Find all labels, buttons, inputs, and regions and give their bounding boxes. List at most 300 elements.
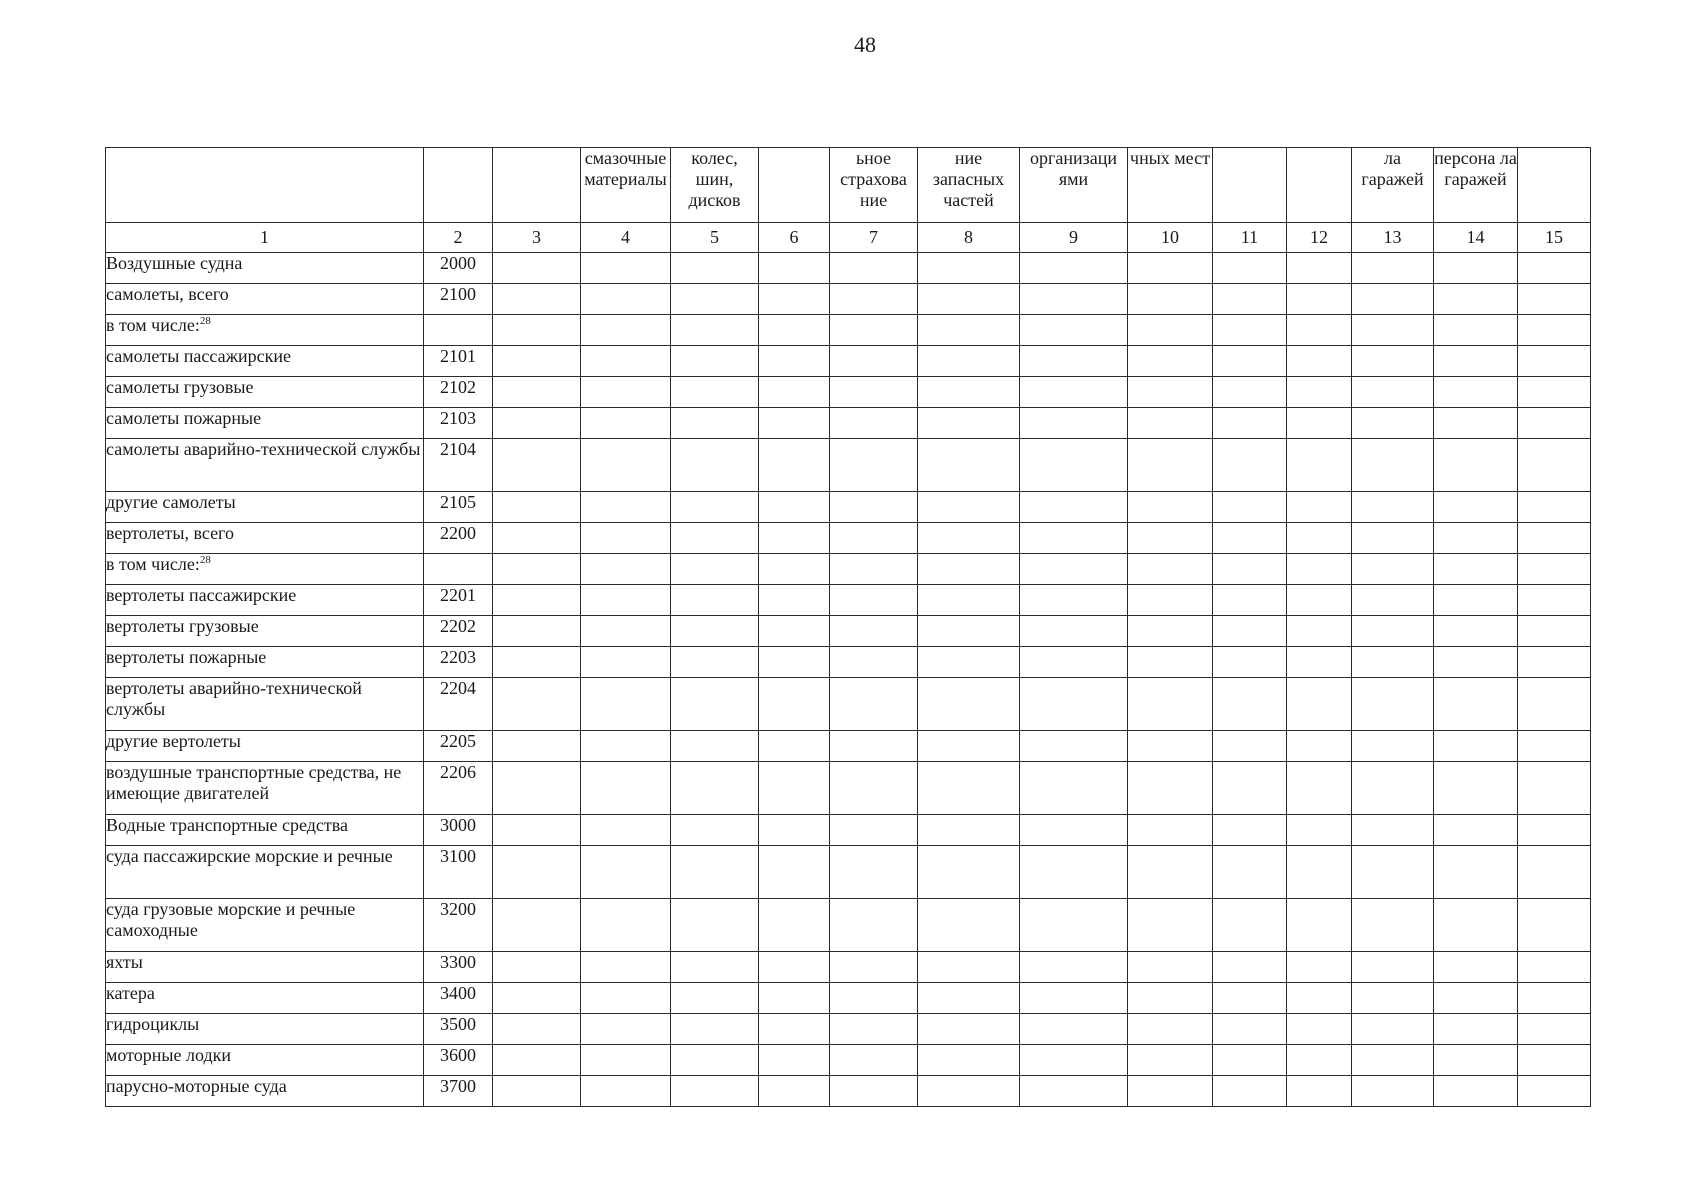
row-label xyxy=(106,1014,424,1045)
empty-cell xyxy=(1020,899,1128,952)
empty-cell xyxy=(1128,1045,1213,1076)
table-row xyxy=(106,377,1591,408)
empty-cell xyxy=(1287,408,1352,439)
empty-cell xyxy=(493,616,581,647)
empty-cell xyxy=(493,492,581,523)
row-code: 2202 xyxy=(424,616,493,647)
header-cell xyxy=(1287,148,1352,223)
row-label-text: самолеты пожарные xyxy=(106,408,262,428)
table-row xyxy=(106,846,1591,899)
empty-cell xyxy=(671,1045,759,1076)
column-number: 7 xyxy=(830,223,918,253)
row-code xyxy=(424,554,493,585)
empty-cell xyxy=(830,315,918,346)
empty-cell xyxy=(671,846,759,899)
empty-cell xyxy=(1213,762,1287,815)
empty-cell xyxy=(1518,346,1591,377)
row-label xyxy=(106,952,424,983)
empty-cell xyxy=(1020,253,1128,284)
empty-cell xyxy=(1213,284,1287,315)
empty-cell xyxy=(1287,1045,1352,1076)
empty-cell xyxy=(759,983,830,1014)
column-number: 11 xyxy=(1213,223,1287,253)
empty-cell xyxy=(493,952,581,983)
page-number: 48 xyxy=(854,32,876,57)
table-row xyxy=(106,1076,1591,1107)
row-label-text: другие самолеты xyxy=(106,492,236,512)
empty-cell xyxy=(581,1014,671,1045)
empty-cell xyxy=(1213,439,1287,492)
empty-cell xyxy=(671,762,759,815)
empty-cell xyxy=(493,523,581,554)
empty-cell xyxy=(918,1076,1020,1107)
empty-cell xyxy=(1434,616,1518,647)
column-number: 12 xyxy=(1287,223,1352,253)
empty-cell xyxy=(581,585,671,616)
empty-cell xyxy=(1287,492,1352,523)
empty-cell xyxy=(1352,315,1434,346)
empty-cell xyxy=(759,762,830,815)
empty-cell xyxy=(493,554,581,585)
row-code: 3500 xyxy=(424,1014,493,1045)
column-number: 13 xyxy=(1352,223,1434,253)
empty-cell xyxy=(581,1076,671,1107)
empty-cell xyxy=(493,284,581,315)
empty-cell xyxy=(671,315,759,346)
empty-cell xyxy=(493,253,581,284)
empty-cell xyxy=(918,952,1020,983)
empty-cell xyxy=(830,678,918,731)
empty-cell xyxy=(1020,1045,1128,1076)
empty-cell xyxy=(1128,439,1213,492)
empty-cell xyxy=(759,731,830,762)
empty-cell xyxy=(1287,439,1352,492)
empty-cell xyxy=(1213,554,1287,585)
row-label-text: другие вертолеты xyxy=(106,731,241,751)
empty-cell xyxy=(918,1045,1020,1076)
empty-cell xyxy=(759,1076,830,1107)
empty-cell xyxy=(1352,585,1434,616)
empty-cell xyxy=(1352,952,1434,983)
row-label-text: самолеты пассажирские xyxy=(106,346,292,366)
empty-cell xyxy=(1518,1045,1591,1076)
empty-cell xyxy=(1518,492,1591,523)
empty-cell xyxy=(671,377,759,408)
table-row xyxy=(106,952,1591,983)
empty-cell xyxy=(1434,647,1518,678)
empty-cell xyxy=(1128,647,1213,678)
table-row xyxy=(106,315,1591,346)
empty-cell xyxy=(918,439,1020,492)
empty-cell xyxy=(1434,731,1518,762)
empty-cell xyxy=(1213,408,1287,439)
empty-cell xyxy=(1352,846,1434,899)
empty-cell xyxy=(1518,1014,1591,1045)
empty-cell xyxy=(1287,678,1352,731)
empty-cell xyxy=(493,846,581,899)
empty-cell xyxy=(1434,678,1518,731)
empty-cell xyxy=(759,554,830,585)
row-code: 3600 xyxy=(424,1045,493,1076)
empty-cell xyxy=(671,815,759,846)
empty-cell xyxy=(1518,952,1591,983)
empty-cell xyxy=(671,952,759,983)
empty-cell xyxy=(1434,253,1518,284)
empty-cell xyxy=(1352,815,1434,846)
empty-cell xyxy=(918,284,1020,315)
header-cell xyxy=(424,148,493,223)
empty-cell xyxy=(1213,253,1287,284)
header-cell xyxy=(759,148,830,223)
empty-cell xyxy=(1287,253,1352,284)
empty-cell xyxy=(1213,1076,1287,1107)
empty-cell xyxy=(1518,377,1591,408)
empty-cell xyxy=(671,408,759,439)
empty-cell xyxy=(1518,284,1591,315)
empty-cell xyxy=(671,731,759,762)
empty-cell xyxy=(1020,554,1128,585)
empty-cell xyxy=(1518,678,1591,731)
empty-cell xyxy=(918,346,1020,377)
column-number: 10 xyxy=(1128,223,1213,253)
empty-cell xyxy=(1128,983,1213,1014)
empty-cell xyxy=(671,647,759,678)
header-cell: колес, шин, дисков xyxy=(671,148,759,223)
table-row xyxy=(106,492,1591,523)
empty-cell xyxy=(918,815,1020,846)
empty-cell xyxy=(759,616,830,647)
row-label-text: яхты xyxy=(106,952,143,972)
table-row xyxy=(106,1014,1591,1045)
empty-cell xyxy=(830,439,918,492)
empty-cell xyxy=(1518,899,1591,952)
empty-cell xyxy=(1213,616,1287,647)
empty-cell xyxy=(1518,731,1591,762)
empty-cell xyxy=(1020,815,1128,846)
row-label xyxy=(106,899,424,952)
empty-cell xyxy=(1352,439,1434,492)
row-label xyxy=(106,678,424,731)
header-cell: ние запасных частей xyxy=(918,148,1020,223)
empty-cell xyxy=(1352,616,1434,647)
empty-cell xyxy=(1213,377,1287,408)
empty-cell xyxy=(830,1076,918,1107)
empty-cell xyxy=(1287,523,1352,554)
row-label xyxy=(106,315,424,346)
empty-cell xyxy=(581,284,671,315)
empty-cell xyxy=(671,439,759,492)
header-cell: ьное страхова ние xyxy=(830,148,918,223)
empty-cell xyxy=(1213,585,1287,616)
header-cell: чных мест xyxy=(1128,148,1213,223)
empty-cell xyxy=(1128,284,1213,315)
empty-cell xyxy=(493,585,581,616)
row-label xyxy=(106,523,424,554)
empty-cell xyxy=(918,377,1020,408)
empty-cell xyxy=(581,762,671,815)
empty-cell xyxy=(1434,1014,1518,1045)
row-code: 2203 xyxy=(424,647,493,678)
empty-cell xyxy=(918,315,1020,346)
empty-cell xyxy=(581,952,671,983)
empty-cell xyxy=(759,492,830,523)
report-table-body xyxy=(106,148,1591,1107)
empty-cell xyxy=(493,1076,581,1107)
empty-cell xyxy=(1287,346,1352,377)
header-row xyxy=(106,148,1591,223)
empty-cell xyxy=(918,678,1020,731)
empty-cell xyxy=(830,284,918,315)
row-label-text: моторные лодки xyxy=(106,1045,231,1065)
empty-cell xyxy=(1518,846,1591,899)
table-row xyxy=(106,439,1591,492)
empty-cell xyxy=(493,815,581,846)
row-label xyxy=(106,731,424,762)
empty-cell xyxy=(918,647,1020,678)
row-label xyxy=(106,647,424,678)
empty-cell xyxy=(1213,315,1287,346)
empty-cell xyxy=(493,346,581,377)
empty-cell xyxy=(830,523,918,554)
empty-cell xyxy=(1518,439,1591,492)
empty-cell xyxy=(918,983,1020,1014)
row-code: 3200 xyxy=(424,899,493,952)
empty-cell xyxy=(830,762,918,815)
empty-cell xyxy=(581,346,671,377)
empty-cell xyxy=(1287,377,1352,408)
column-number: 5 xyxy=(671,223,759,253)
empty-cell xyxy=(1213,647,1287,678)
empty-cell xyxy=(581,377,671,408)
empty-cell xyxy=(1518,315,1591,346)
row-label xyxy=(106,616,424,647)
empty-cell xyxy=(759,315,830,346)
row-label-text: воздушные транспортные средства, не имеющие двигателей xyxy=(106,762,402,803)
header-cell: персона ла гаражей xyxy=(1434,148,1518,223)
empty-cell xyxy=(1128,492,1213,523)
empty-cell xyxy=(759,1014,830,1045)
empty-cell xyxy=(1020,585,1128,616)
empty-cell xyxy=(830,1045,918,1076)
empty-cell xyxy=(1287,315,1352,346)
empty-cell xyxy=(1020,647,1128,678)
row-label-text: Водные транспортные средства xyxy=(106,815,349,835)
header-cell xyxy=(493,148,581,223)
row-label-text: Воздушные судна xyxy=(106,253,243,273)
table-row xyxy=(106,899,1591,952)
empty-cell xyxy=(1434,377,1518,408)
empty-cell xyxy=(918,616,1020,647)
empty-cell xyxy=(581,1045,671,1076)
empty-cell xyxy=(1434,952,1518,983)
column-number: 15 xyxy=(1518,223,1591,253)
empty-cell xyxy=(1128,253,1213,284)
column-numbers-row xyxy=(106,223,1591,253)
empty-cell xyxy=(1213,1045,1287,1076)
empty-cell xyxy=(830,1014,918,1045)
header-cell: смазочные материалы xyxy=(581,148,671,223)
row-label-text: парусно-моторные суда xyxy=(106,1076,287,1096)
row-code: 2201 xyxy=(424,585,493,616)
row-label-text: вертолеты пассажирские xyxy=(106,585,297,605)
empty-cell xyxy=(1020,284,1128,315)
empty-cell xyxy=(1128,315,1213,346)
empty-cell xyxy=(1128,678,1213,731)
row-code: 2000 xyxy=(424,253,493,284)
empty-cell xyxy=(581,815,671,846)
empty-cell xyxy=(493,762,581,815)
table-row xyxy=(106,731,1591,762)
row-code: 2104 xyxy=(424,439,493,492)
header-cell xyxy=(1518,148,1591,223)
empty-cell xyxy=(759,815,830,846)
empty-cell xyxy=(1434,585,1518,616)
row-label-text: самолеты аварийно-технической службы xyxy=(106,439,421,459)
empty-cell xyxy=(581,253,671,284)
row-code: 2100 xyxy=(424,284,493,315)
column-number: 8 xyxy=(918,223,1020,253)
column-number: 6 xyxy=(759,223,830,253)
empty-cell xyxy=(918,408,1020,439)
empty-cell xyxy=(1128,377,1213,408)
empty-cell xyxy=(1287,762,1352,815)
empty-cell xyxy=(1352,346,1434,377)
empty-cell xyxy=(1352,983,1434,1014)
row-code: 3300 xyxy=(424,952,493,983)
empty-cell xyxy=(1020,983,1128,1014)
empty-cell xyxy=(1020,523,1128,554)
row-label xyxy=(106,284,424,315)
empty-cell xyxy=(671,253,759,284)
empty-cell xyxy=(759,678,830,731)
empty-cell xyxy=(1434,899,1518,952)
empty-cell xyxy=(493,983,581,1014)
empty-cell xyxy=(830,408,918,439)
row-label-text: в том числе: xyxy=(106,315,200,335)
empty-cell xyxy=(1352,899,1434,952)
row-code: 3000 xyxy=(424,815,493,846)
row-label xyxy=(106,585,424,616)
empty-cell xyxy=(1213,492,1287,523)
empty-cell xyxy=(1128,731,1213,762)
empty-cell xyxy=(1434,346,1518,377)
row-label-text: самолеты грузовые xyxy=(106,377,254,397)
empty-cell xyxy=(1518,554,1591,585)
empty-cell xyxy=(581,492,671,523)
empty-cell xyxy=(1352,492,1434,523)
empty-cell xyxy=(830,846,918,899)
empty-cell xyxy=(493,1045,581,1076)
row-label xyxy=(106,762,424,815)
empty-cell xyxy=(1518,762,1591,815)
row-label xyxy=(106,815,424,846)
empty-cell xyxy=(1020,731,1128,762)
empty-cell xyxy=(1020,346,1128,377)
empty-cell xyxy=(1518,616,1591,647)
row-label-text: вертолеты аварийно-технической службы xyxy=(106,678,362,719)
empty-cell xyxy=(830,899,918,952)
empty-cell xyxy=(1128,616,1213,647)
empty-cell xyxy=(1020,1014,1128,1045)
empty-cell xyxy=(1434,523,1518,554)
empty-cell xyxy=(581,983,671,1014)
empty-cell xyxy=(1020,492,1128,523)
empty-cell xyxy=(671,678,759,731)
empty-cell xyxy=(1287,647,1352,678)
empty-cell xyxy=(1213,952,1287,983)
row-label xyxy=(106,1076,424,1107)
empty-cell xyxy=(671,1014,759,1045)
empty-cell xyxy=(1287,899,1352,952)
table-row xyxy=(106,408,1591,439)
empty-cell xyxy=(1287,554,1352,585)
empty-cell xyxy=(1128,408,1213,439)
empty-cell xyxy=(581,731,671,762)
empty-cell xyxy=(1352,377,1434,408)
empty-cell xyxy=(1213,678,1287,731)
empty-cell xyxy=(1434,492,1518,523)
empty-cell xyxy=(1020,762,1128,815)
column-number: 2 xyxy=(424,223,493,253)
empty-cell xyxy=(1287,585,1352,616)
empty-cell xyxy=(759,346,830,377)
row-label-text: суда грузовые морские и речные самоходные xyxy=(106,899,356,940)
empty-cell xyxy=(1213,1014,1287,1045)
empty-cell xyxy=(493,1014,581,1045)
empty-cell xyxy=(1518,983,1591,1014)
empty-cell xyxy=(830,731,918,762)
empty-cell xyxy=(759,899,830,952)
empty-cell xyxy=(830,585,918,616)
row-code: 2204 xyxy=(424,678,493,731)
table-row xyxy=(106,647,1591,678)
empty-cell xyxy=(759,377,830,408)
empty-cell xyxy=(1518,647,1591,678)
row-label-text: катера xyxy=(106,983,155,1003)
empty-cell xyxy=(830,554,918,585)
empty-cell xyxy=(1352,523,1434,554)
footnote-mark: 28 xyxy=(199,554,211,566)
empty-cell xyxy=(581,523,671,554)
header-cell xyxy=(106,148,424,223)
empty-cell xyxy=(1518,523,1591,554)
table-row xyxy=(106,523,1591,554)
row-label xyxy=(106,408,424,439)
empty-cell xyxy=(830,492,918,523)
table-row xyxy=(106,1045,1591,1076)
empty-cell xyxy=(581,554,671,585)
table-row xyxy=(106,253,1591,284)
empty-cell xyxy=(1287,616,1352,647)
column-number: 4 xyxy=(581,223,671,253)
empty-cell xyxy=(493,678,581,731)
empty-cell xyxy=(671,492,759,523)
row-code: 2103 xyxy=(424,408,493,439)
empty-cell xyxy=(830,952,918,983)
empty-cell xyxy=(830,377,918,408)
row-code: 2101 xyxy=(424,346,493,377)
row-code: 2205 xyxy=(424,731,493,762)
empty-cell xyxy=(759,284,830,315)
empty-cell xyxy=(581,647,671,678)
empty-cell xyxy=(1518,1076,1591,1107)
empty-cell xyxy=(1128,585,1213,616)
empty-cell xyxy=(671,523,759,554)
empty-cell xyxy=(1020,846,1128,899)
column-number: 1 xyxy=(106,223,424,253)
table-row xyxy=(106,585,1591,616)
row-label-text: в том числе: xyxy=(106,554,200,574)
